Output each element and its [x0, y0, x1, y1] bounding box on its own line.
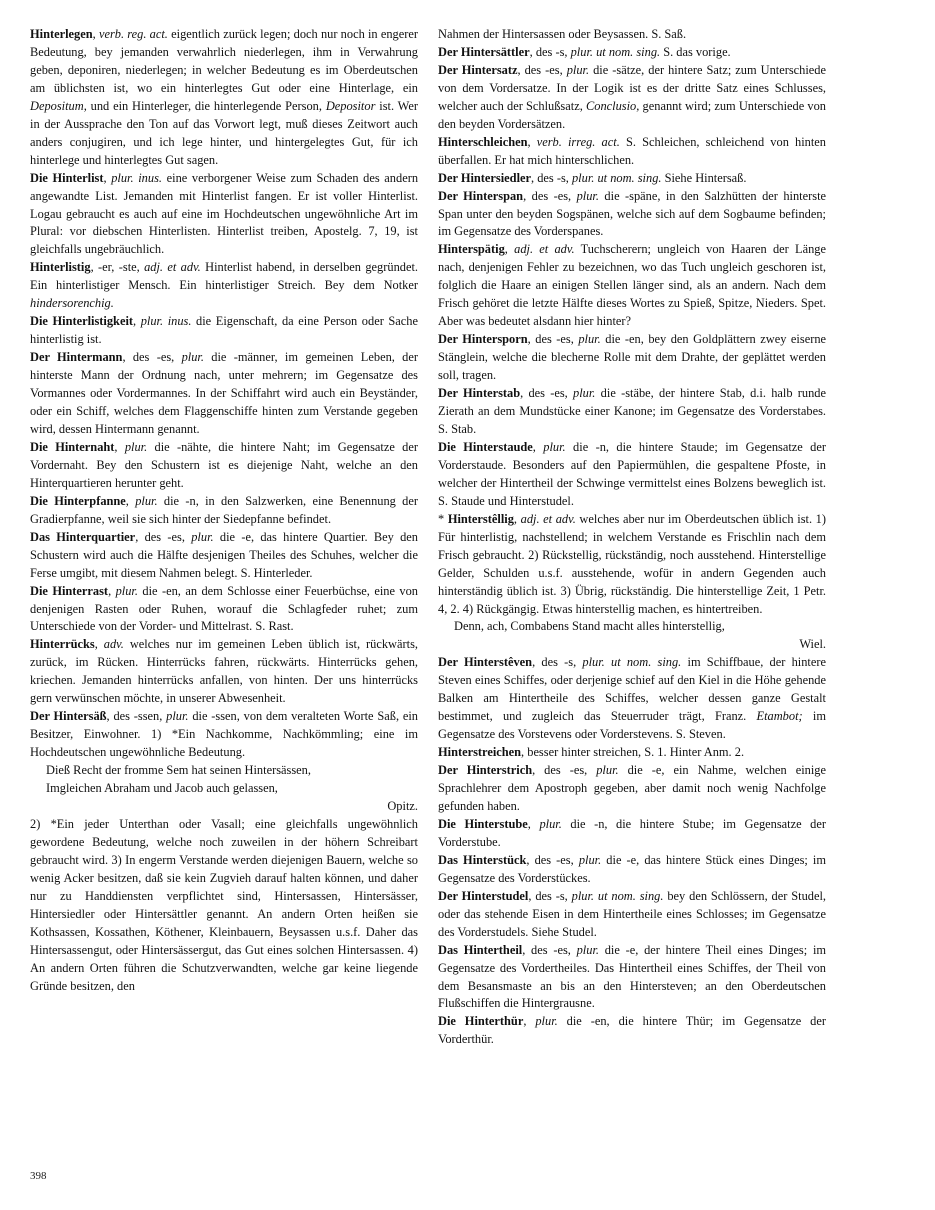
definition-text: die Eigenschaft, da eine Person oder Sache hinterlistig ist.: [30, 314, 418, 347]
headword: Hinterrücks: [30, 637, 95, 652]
definition-text: die -en, bey den Goldplättern zwey eiserne Stänglein, welche die blecherne Rolle mit dem Drahte, der geplättet werden soll, tragen.: [438, 332, 827, 383]
headword: Die Hinterlist: [30, 170, 104, 185]
grammar-note: plur.: [566, 62, 590, 77]
grammar-note: plur.: [535, 1014, 558, 1029]
definition-text: , -er, -ste,: [90, 260, 145, 275]
definition-text: eigentlich zurück legen; doch nur noch in engerer Bedeutung, bey jemanden verwahrlich niederlegen, ihm in Verwahrung geben, deponiren, niederlegen; in welcher Bedeutung es im Oberdeutschen am üblichsten ist, wo ein hinterlegtes Gut oder eine Hinterlage, ein: [30, 27, 418, 95]
dictionary-entry: [30, 259, 418, 313]
quote-attribution: Wiel.: [799, 637, 826, 652]
headword: Hinterlistig: [30, 260, 91, 275]
definition-text: , des -es,: [520, 386, 574, 401]
grammar-note: plur.: [573, 386, 596, 401]
dictionary-entry: [438, 888, 826, 942]
grammar-note: plur. ut nom. sing.: [582, 655, 682, 670]
definition-text: die -e, der hintere Theil eines Dinges; im Gegensatze des Vordertheiles. Das Hintertheil eines Schiffes, der Theil von dem Besansmaste an bis an den Hintersteven; an den Oberdeutschen Flußschiffen die Hintergrausne.: [438, 942, 827, 1011]
dictionary-entry: [438, 62, 826, 134]
grammar-note: Depositum,: [30, 98, 87, 113]
grammar-note: adv.: [103, 637, 124, 652]
definition-text: ,: [94, 637, 104, 652]
headword: Der Hinterstudel: [438, 888, 529, 903]
definition-text: , des -s,: [529, 44, 571, 59]
definition-text: ,: [527, 134, 537, 149]
definition-text: die -en, die hintere Thür; im Gegensatze der Vorderthür.: [438, 1014, 827, 1047]
definition-text: ,: [125, 493, 136, 508]
dictionary-entry: [30, 170, 418, 260]
headword: Hinterstêllig: [447, 511, 514, 526]
grammar-note: verb. irreg. act.: [536, 134, 620, 149]
definition-text: , des -es,: [522, 942, 577, 957]
right-column: [438, 26, 826, 1049]
definition-text: die -sätze, der hintere Satz; zum Unterschiede von dem Vordersatze. In der Logik ist es der dritte Satz eines Schlusses, welcher auch der Schlußsatz,: [438, 62, 826, 113]
grammar-note: plur.: [578, 332, 601, 347]
definition-text: die -nähte, die hintere Naht; im Gegensatze der Vordernaht. Bey den Schustern ist es diejenige Naht, welche an den Hinterquartieren herunter geht.: [30, 439, 418, 490]
grammar-note: Depositor: [325, 98, 376, 113]
dictionary-entry: [438, 439, 826, 511]
definition-text: im Gegensatze des Vorstevens oder Vorderstevens. S. Steven.: [438, 709, 826, 742]
headword: Hinterstreichen: [438, 745, 522, 760]
headword: Der Hinterspan: [438, 188, 524, 203]
definition-text: ,: [504, 242, 515, 257]
dictionary-entry: [30, 529, 418, 583]
headword: Der Hinterstrich: [438, 763, 533, 778]
definition-text: , besser hinter streichen, S. 1. Hinter Anm. 2.: [521, 745, 745, 760]
definition-text: die -männer, im gemeinen Leben, der hinterste Mann der Ordnung nach, unter mehrern; im Gegensatze des Vormannes oder Vordermannes. In der Schiffahrt wird auch ein Beyständer, oder ein Schiff, welches dem Flaggenschiffe hinten zum Verstande gegeben wird, dessen Hintermann genannt.: [30, 350, 419, 436]
dictionary-entry: [30, 493, 418, 529]
dictionary-entry: [438, 44, 826, 62]
left-column: [30, 26, 418, 995]
definition-text: , des -ssen,: [106, 709, 167, 724]
dictionary-entry: [438, 816, 826, 852]
dictionary-entry: [438, 1013, 826, 1049]
definition-text: die -e, das hintere Stück eines Dinges; im Gegensatze des Vorderstückes.: [438, 852, 827, 885]
definition-text: , des -es,: [517, 62, 567, 77]
definition-text: ,: [103, 170, 112, 185]
quote-line: Denn, ach, Combabens Stand macht alles hinterstellig,: [454, 619, 725, 634]
headword: Das Hinterquartier: [30, 529, 136, 544]
definition-text: S. das vorige.: [660, 44, 731, 59]
grammar-note: plur.: [124, 439, 148, 454]
dictionary-entry: [30, 816, 418, 996]
grammar-note: plur.: [539, 816, 562, 831]
dictionary-entry: [30, 439, 418, 493]
headword: Das Hinterstück: [438, 852, 527, 867]
definition-text: , des -es,: [526, 852, 579, 867]
definition-text: die -n, die hintere Staude; im Gegensatze der Vorderstaude. Besonders auf den Papiermühlen, die gespaltene Pfoste, in welcher der Hintertheil der Schwinge vermittelst eines Bolzens beweglich ist. S. Staude und Hinterstudel.: [438, 439, 826, 508]
definition-text: ,: [108, 583, 116, 598]
dictionary-entry: [438, 134, 826, 170]
definition-text: Nahmen der Hintersassen oder Beysassen. S. Saß.: [438, 27, 687, 41]
definition-text: bey den Schlössern, der Studel, oder das stehende Eisen in dem Hintertheile eines Schlosses; im Gegensatze des Vorderstudels. Siehe Studel.: [438, 888, 826, 939]
headword: Hinterspätig: [438, 242, 505, 257]
dictionary-entry: [438, 241, 826, 331]
definition-text: die -e, das hintere Quartier. Bey den Schustern wird auch die Hälfte desjenigen Theiles des Schuhes, welcher die Ferse umgibt, mit diesem Nahmen belegt. S. Hinterleder.: [30, 529, 419, 580]
dictionary-entry: [30, 313, 418, 349]
grammar-note: Etambot;: [756, 709, 803, 724]
grammar-note: plur. inus.: [111, 170, 162, 185]
definition-text: Hinterlist habend, in derselben gegründet. Ein hinterlistiger Mensch. Ein hinterlistiger Streich. Bey dem Notker: [30, 260, 418, 293]
headword: Der Hintersporn: [438, 332, 528, 347]
dictionary-entry: [438, 385, 826, 439]
definition-text: die -späne, in den Salzhütten der hinterste Span unter den beyden Sogspänen, welche sich auf dem Sogbaume befinden; im Gegensatze des Vorderspanes.: [438, 188, 827, 239]
grammar-note: plur.: [543, 439, 566, 454]
quote-line: Imgleichen Abraham und Jacob auch gelassen,: [46, 781, 278, 796]
grammar-note: adj. et adv.: [520, 511, 576, 526]
headword: Die Hinterstube: [438, 816, 528, 831]
dictionary-entry: [438, 744, 826, 762]
grammar-note: plur. ut nom. sing.: [571, 170, 662, 185]
headword: Die Hinternaht: [30, 439, 115, 454]
grammar-note: plur.: [576, 188, 599, 203]
dictionary-entry: [438, 26, 826, 44]
dictionary-entry: [438, 852, 826, 888]
dictionary-entry: [438, 654, 826, 744]
definition-text: , des -s,: [531, 170, 572, 185]
dictionary-entry: [438, 188, 826, 242]
headword: Der Hinterstêven: [438, 655, 533, 670]
dictionary-entry: [438, 511, 826, 619]
grammar-note: adj. et adv.: [514, 242, 575, 257]
definition-text: ist. Wer in der Aussprache den Ton auf das Vorwort legt, muß dieses Zeitwort auch anders conjugiren, und ich lege hinter, und hintergelegtes Gut, für ich hinterlege und hinterlegtes Gut sagen.: [30, 98, 418, 167]
grammar-note: plur.: [166, 709, 189, 724]
grammar-note: Conclusio,: [586, 98, 640, 113]
grammar-note: plur.: [181, 350, 204, 365]
definition-text: , des -s,: [532, 655, 583, 670]
definition-text: , des -s,: [528, 888, 572, 903]
definition-text: , des -es,: [523, 188, 577, 203]
dictionary-entry: [438, 762, 826, 816]
quote-line: Dieß Recht der fromme Sem hat seinen Hintersässen,: [46, 763, 311, 778]
headword: Der Hintersatz: [438, 62, 518, 77]
grammar-note: plur.: [115, 583, 138, 598]
headword: Die Hinterstaude: [438, 439, 533, 454]
grammar-note: plur. inus.: [140, 314, 192, 329]
headword: Der Hintersäß: [30, 709, 107, 724]
grammar-note: plur. ut nom. sing.: [571, 888, 664, 903]
grammar-note: adj. et adv.: [144, 260, 201, 275]
definition-text: die -n, die hintere Stube; im Gegensatze der Vorderstube.: [438, 816, 826, 849]
definition-text: die -n, in den Salzwerken, eine Benennung der Gradierpfanne, weil sie sich hinter der Siedepfanne befindet.: [30, 493, 418, 526]
definition-text: ,: [513, 511, 521, 526]
dictionary-entry: [438, 170, 826, 188]
definition-text: und ein Hinterleger, die hinterlegende Person,: [86, 98, 326, 113]
definition-text: Tuchscherern; ungleich von Haaren der Länge nach, denjenigen Fehler zu bezeichnen, wo das Tuch ungleich geschoren ist, folglich die Haare an einigen Stellen länger sind, als an andern. Nach dem Frisch gehöret die letzte Hälfte dieses Wortes zu Spieß, Spitze, Nieders. Spet. Aber was bedeutet alsdann hier hinter?: [438, 242, 826, 329]
definition-text: , des -es,: [135, 529, 192, 544]
dictionary-entry: [438, 331, 826, 385]
headword: Die Hinterthür: [438, 1014, 524, 1029]
definition-text: , des -es,: [527, 332, 579, 347]
page-number: 398: [30, 1170, 47, 1182]
definition-text: die -ssen, von dem veralteten Worte Saß, ein Besitzer, Einwohner. 1) *Ein Nachkomme, Nachkömmling; eine im Hochdeutschen ungewöhnliche Bedeutung.: [30, 709, 418, 760]
definition-text: die -en, an dem Schlosse einer Feuerbüchse, eine von denjenigen Rasten oder Ruhen, worauf die Schlagfeder ruhet; zum Unterschiede von der Vorder- und Mittelrast. S. Rast.: [30, 583, 418, 634]
definition-text: ,: [527, 816, 540, 831]
grammar-note: plur.: [596, 763, 619, 778]
dictionary-entry: [30, 349, 418, 439]
grammar-note: hindersorenchig.: [30, 296, 114, 311]
dictionary-entry: [30, 26, 418, 170]
headword: Der Hintersättler: [438, 44, 530, 59]
headword: Die Hinterrast: [30, 583, 109, 598]
definition-text: welches aber nur im Oberdeutschen üblich ist. 1) Für hinterlistig, nachstellend; in welchem Verstande es Frischlin nach dem Frisch gebraucht. 2) Rückstellig, rückständig, noch ausstehend. Hinterstellige Gelder, Schulden u.s.f. ausstehende, wofür in andern Gegenden auch hinterständig üblich ist. 3) Übrig, rückständig. Die hinterstellige Zeit, 1 Petr. 4, 2. 4) Rückgängig. Etwas hinterstellig machen, es hintertreiben.: [438, 511, 826, 616]
dictionary-entry: [30, 583, 418, 637]
definition-text: ,: [523, 1014, 536, 1029]
definition-text: die -stäbe, der hintere Stab, d.i. halb runde Zierath an dem Mundstücke einer Kanone; im Gegensatze des Vorderstabes. S. Stab.: [438, 386, 826, 436]
definition-text: , des -es,: [532, 763, 597, 778]
headword: Die Hinterpfanne: [30, 493, 126, 508]
dictionary-entry: [30, 708, 418, 762]
headword: Der Hintermann: [30, 350, 123, 365]
definition-text: *: [438, 511, 448, 526]
definition-text: Siehe Hintersaß.: [661, 170, 747, 185]
definition-text: S. Schleichen, schleichend von hinten überfallen. Er hat mich hinterschlichen.: [438, 134, 826, 167]
headword: Das Hintertheil: [438, 942, 523, 957]
headword: Der Hintersiedler: [438, 170, 532, 185]
definition-text: welches nur im gemeinen Leben üblich ist, rückwärts, zurück, im Rücken. Hinterrücks fahren, rückwärts. Hinterrücks gehen, kriechen. Jemanden hinterrücks anfallen, von hinten. Der uns hinterrücks gern verwünschen möchte, in unserer Abwesenheit.: [30, 637, 418, 706]
grammar-note: verb. reg. act.: [98, 27, 168, 41]
headword: Hinterlegen: [30, 27, 93, 41]
dictionary-entry: [30, 636, 418, 708]
definition-text: , des -es,: [122, 350, 182, 365]
headword: Der Hinterstab: [438, 386, 521, 401]
definition-text: ,: [92, 27, 99, 41]
definition-text: im Schiffbaue, der hintere Steven eines Schiffes, oder derjenige schief auf den Kiel in die Höhe gehende Balken am Hintertheile des Schiffes, welcher dessen ganze Gestalt bestimmet, und zugleich das Steuerruder trägt, Franz.: [438, 655, 827, 724]
definition-text: die -e, ein Nahme, welchen einige Sprachlehrer dem Apostroph gegeben, aber damit noch wenig Nachfolge gefunden haben.: [438, 763, 826, 813]
quote-attribution: Opitz.: [387, 798, 418, 813]
definition-text: 2) *Ein jeder Unterthan oder Vasall; eine gleichfalls ungewöhnlich gewordene Bedeutung, welche noch zuweilen in der höhern Schreibart gebraucht wird. 3) In engerm Verstande werden diejenigen Bauern, welche so wenig Acker besitzen, daß sie kein Zugvieh darauf halten können, und daher nur zu Handdiensten verpflichtet sind, Hintersassen, Hintersässer, Hintersiedler oder Hintersättler genannt. An andern Orten heißen sie Kothsassen, Kossathen, Köthener, Kleinbauern, Beysassen u.s.f. Daher das Hintersassengut, oder Hintersässergut, das Gut eines solchen Hintersassen. 4) An andern Orten führen die Schutzverwandten, welche gar keine liegende Gründe besitzen, den: [30, 816, 418, 993]
definition-text: ,: [133, 314, 141, 329]
definition-text: ,: [532, 439, 544, 454]
grammar-note: plur. ut nom. sing.: [570, 44, 661, 59]
grammar-note: plur.: [578, 852, 602, 867]
grammar-note: plur.: [576, 942, 599, 957]
definition-text: eine verborgener Weise zum Schaden des andern angewandte List. Jemanden mit Hinterlist fangen. Er ist voller Hinterlist. Logau gebraucht es auch auf eine im Hochdeutschen ungewöhnliche Art im Plural: vor diebschen Hinterlisten. Hinterlist treiben, Apostelg. 7, 19, ist gleichfalls ungebräuchlich.: [30, 170, 419, 257]
dictionary-entry: [438, 942, 826, 1014]
definition-text: ,: [114, 439, 125, 454]
definition-text: genannt wird; zum Unterschiede von den beyden Vordersätzen.: [438, 98, 827, 131]
grammar-note: plur.: [135, 493, 158, 508]
headword: Die Hinterlistigkeit: [30, 314, 134, 329]
grammar-note: plur.: [191, 529, 214, 544]
headword: Hinterschleichen: [438, 134, 528, 149]
